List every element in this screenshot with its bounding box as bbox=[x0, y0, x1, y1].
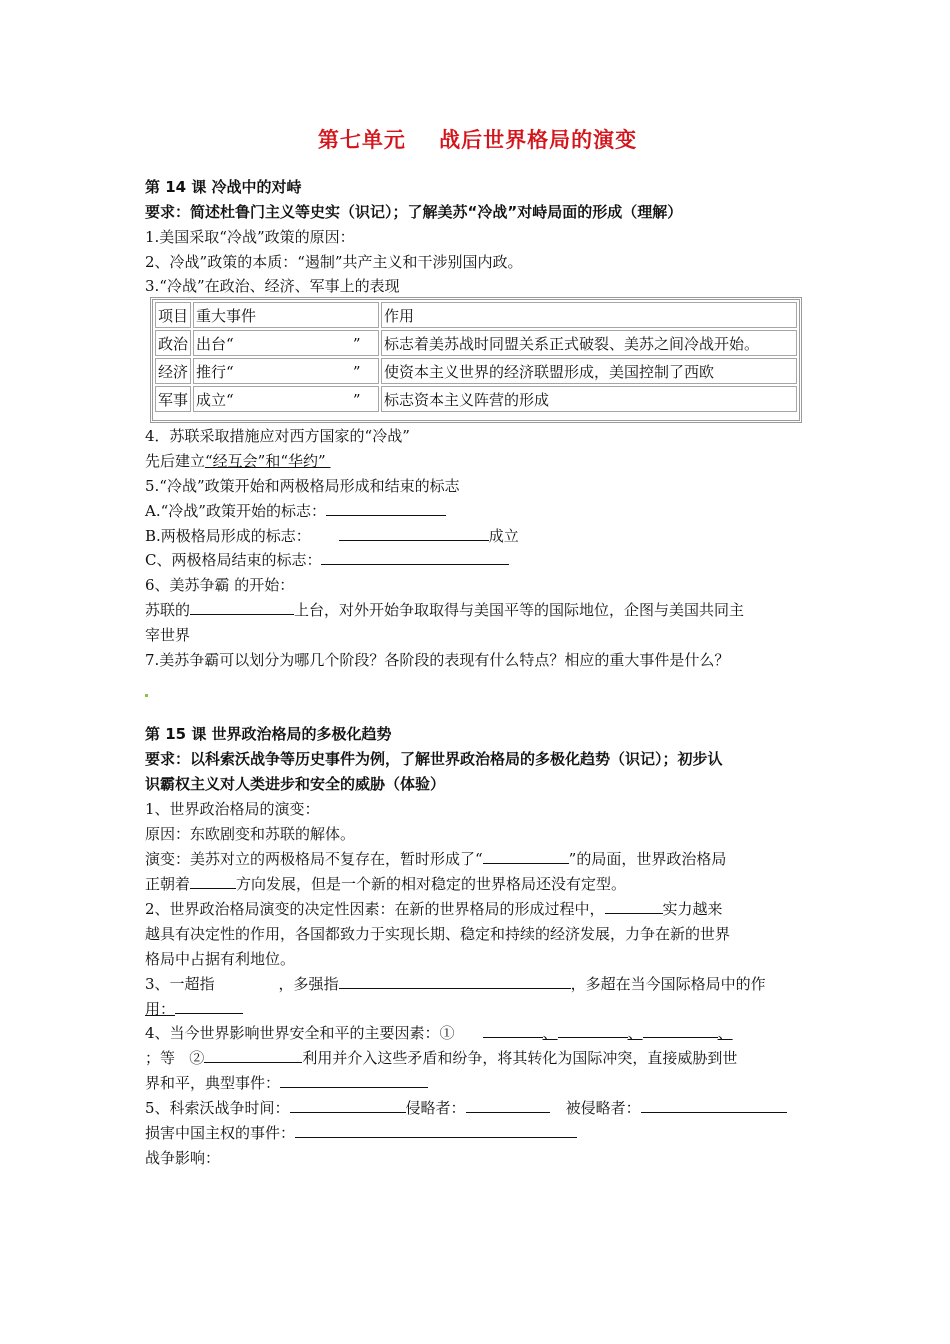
q2-blank[interactable] bbox=[605, 897, 663, 914]
table-row bbox=[155, 358, 797, 384]
lesson14-q2: 2、冷战”政策的本质：“遏制”共产主义和干涉别国内政。 bbox=[145, 253, 523, 271]
q3-line2-blank[interactable] bbox=[175, 997, 243, 1014]
q4-line2-suffix: 利用并介入这些矛盾和纷争，将其转化为国际冲突，直接威胁到世 bbox=[302, 1049, 738, 1067]
q5b-blank[interactable] bbox=[339, 524, 489, 541]
q4-sep: 、 bbox=[717, 1024, 733, 1042]
lesson14-q5c bbox=[145, 548, 810, 573]
table-header-cell: 作用 bbox=[381, 302, 797, 328]
lesson15-q4-line3 bbox=[145, 1071, 810, 1096]
lesson14-q5a bbox=[145, 499, 810, 524]
q3-line2-label: 用： bbox=[145, 1000, 176, 1018]
q4-blank-1[interactable] bbox=[483, 1021, 543, 1038]
q4-prefix: 4、当今世界影响世界安全和平的主要因素：① bbox=[145, 1024, 455, 1042]
q6-blank[interactable] bbox=[190, 598, 294, 615]
q4-blank-3[interactable] bbox=[643, 1021, 718, 1038]
q3-suffix: ，多超在当今国际格局中的作 bbox=[570, 975, 766, 993]
table-cell: 使资本主义世界的经济联盟形成，美国控制了西欧 bbox=[381, 358, 797, 384]
q1-evo2-prefix: 正朝着 bbox=[145, 875, 191, 893]
lesson14-q1: 1.美国采取“冷战”政策的原因： bbox=[145, 228, 355, 246]
q1-evo-suffix: ”的局面，世界政治格局 bbox=[568, 850, 727, 868]
q1-evo2-suffix: 方向发展，但是一个新的相对稳定的世界格局还没有定型。 bbox=[236, 875, 627, 893]
lesson14-q4-answer bbox=[145, 449, 810, 474]
lesson14-q6-line1 bbox=[145, 598, 810, 623]
lesson14-q6-line2: 宰世界 bbox=[145, 626, 191, 644]
q5b-suffix: 成立 bbox=[488, 527, 519, 545]
lesson15-q5 bbox=[145, 1096, 810, 1121]
lesson15-q1-evo2 bbox=[145, 872, 810, 897]
lesson14-q7: 7.美苏争霸可以划分为哪几个阶段？各阶段的表现有什么特点？相应的重大事件是什么？ bbox=[145, 651, 730, 669]
q6-prefix: 苏联的 bbox=[145, 601, 191, 619]
q5-invader-label: 侵略者： bbox=[405, 1099, 466, 1117]
lesson15-q1-evo bbox=[145, 847, 810, 872]
q6-suffix: 上台，对外开始争取取得与美国平等的国际地位，企图与美国共同主 bbox=[294, 601, 745, 619]
lesson15-q1-cause: 原因：东欧剧变和苏联的解体。 bbox=[145, 825, 356, 843]
q5-invaded-blank[interactable] bbox=[641, 1096, 787, 1113]
q5a-blank[interactable] bbox=[326, 499, 446, 516]
q4-line3-label: 界和平，典型事件： bbox=[145, 1074, 281, 1092]
q1-evo2-blank[interactable] bbox=[190, 872, 236, 889]
table-row bbox=[155, 330, 797, 356]
q5a-label: A.“冷战”政策开始的标志： bbox=[145, 502, 326, 520]
lesson14-q4: 4．苏联采取措施应对西方国家的“冷战” bbox=[145, 427, 410, 445]
lesson14-q3: 3.“冷战”在政治、经济、军事上的表现 bbox=[145, 277, 400, 295]
q1-evo-prefix: 演变：美苏对立的两极格局不复存在，暂时形成了“ bbox=[145, 850, 483, 868]
q5-invaded-label: 被侵略者： bbox=[565, 1099, 641, 1117]
lesson15-requirement-2: 识霸权主义对人类进步和安全的威胁（体验） bbox=[145, 775, 446, 793]
lesson15-q3-line2 bbox=[145, 997, 810, 1022]
table-cell: 标志资本主义阵营的形成 bbox=[381, 386, 797, 412]
table-cell-input[interactable]: 推行“ ” bbox=[193, 358, 379, 384]
lesson15-q5-line3: 战争影响： bbox=[145, 1149, 221, 1167]
cold-war-table bbox=[150, 297, 802, 423]
q5-prefix: 5、科索沃战争时间： bbox=[145, 1099, 290, 1117]
lesson15-heading: 第 15 课 世界政治格局的多极化趋势 bbox=[145, 725, 392, 743]
q5-date-blank[interactable] bbox=[290, 1096, 406, 1113]
lesson14-heading: 第 14 课 冷战中的对峙 bbox=[145, 178, 302, 196]
table-cell-input[interactable]: 出台“ ” bbox=[193, 330, 379, 356]
lesson15-q3 bbox=[145, 972, 810, 997]
q4-line2-prefix: ；等 ② bbox=[145, 1049, 205, 1067]
q3-prefix: 3、一超指 bbox=[145, 975, 215, 993]
unit-title: 第七单元 战后世界格局的演变 bbox=[317, 128, 638, 152]
lesson15-requirement-1: 要求：以科索沃战争等历史事件为例，了解世界政治格局的多极化趋势（识记）；初步认 bbox=[145, 750, 723, 768]
q5c-blank[interactable] bbox=[321, 548, 509, 565]
green-marker-dot bbox=[145, 694, 148, 697]
lesson15-q2-line2: 越具有决定性的作用，各国都致力于实现长期、稳定和持续的经济发展，力争在新的世界 bbox=[145, 925, 731, 943]
lesson14-q6: 6、美苏争霸 的开始： bbox=[145, 576, 295, 594]
q4-sep: 、 bbox=[542, 1024, 558, 1042]
lesson15-q4 bbox=[145, 1021, 810, 1046]
table-cell: 经济 bbox=[155, 358, 191, 384]
q5-invader-blank[interactable] bbox=[466, 1096, 550, 1113]
q5c-label: C、两极格局结束的标志： bbox=[145, 551, 322, 569]
q5b-label: B.两极格局形成的标志： bbox=[145, 527, 311, 545]
lesson15-q2-line3: 格局中占据有利地位。 bbox=[145, 950, 296, 968]
q1-evo-blank[interactable] bbox=[483, 847, 569, 864]
q3-mid: ，多强指 bbox=[278, 975, 339, 993]
q5-line2-blank[interactable] bbox=[295, 1121, 577, 1138]
table-header-cell: 重大事件 bbox=[193, 302, 379, 328]
q3-blank-2[interactable] bbox=[339, 972, 571, 989]
q4-line2-blank[interactable] bbox=[204, 1046, 302, 1063]
q2-prefix: 2、世界政治格局演变的决定性因素：在新的世界格局的形成过程中， bbox=[145, 900, 605, 918]
q4-sep: 、 bbox=[627, 1024, 643, 1042]
table-header-cell: 项目 bbox=[155, 302, 191, 328]
lesson14-q5b bbox=[145, 524, 810, 549]
q4-line3-blank[interactable] bbox=[280, 1071, 428, 1088]
table-row bbox=[155, 386, 797, 412]
q2-suffix: 实力越来 bbox=[662, 900, 723, 918]
table-cell-input[interactable]: 成立“ ” bbox=[193, 386, 379, 412]
lesson14-q5: 5.“冷战”政策开始和两极格局形成和结束的标志 bbox=[145, 477, 460, 495]
table-cell: 标志着美苏战时同盟关系正式破裂、美苏之间冷战开始。 bbox=[381, 330, 797, 356]
table-cell: 军事 bbox=[155, 386, 191, 412]
lesson15-q4-line2 bbox=[145, 1046, 810, 1071]
q4-answer: “经互会”和“华约” bbox=[205, 452, 331, 470]
lesson14-requirement: 要求：简述杜鲁门主义等史实（识记）；了解美苏“冷战”对峙局面的形成（理解） bbox=[145, 203, 683, 221]
lesson15-q2 bbox=[145, 897, 810, 922]
lesson15-q1: 1、世界政治格局的演变： bbox=[145, 800, 320, 818]
q5-line2-label: 损害中国主权的事件： bbox=[145, 1124, 296, 1142]
q4-blank-2[interactable] bbox=[558, 1021, 628, 1038]
q4-answer-prefix: 先后建立 bbox=[145, 452, 206, 470]
lesson15-q5-line2 bbox=[145, 1121, 810, 1146]
table-header-row bbox=[155, 302, 797, 328]
table-cell: 政治 bbox=[155, 330, 191, 356]
